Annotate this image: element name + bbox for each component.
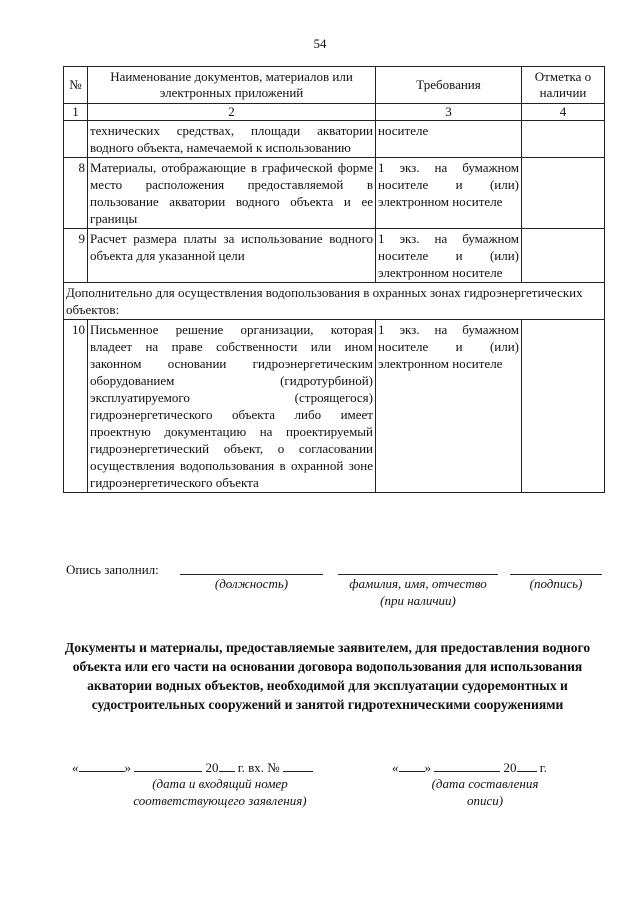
table-row xyxy=(64,158,605,229)
header-requirements: Требования xyxy=(376,67,522,104)
position-caption: (должность) xyxy=(214,576,289,591)
day-blank xyxy=(79,759,125,772)
year-blank xyxy=(517,759,537,772)
incoming-number-blank xyxy=(283,759,313,772)
column-number-row xyxy=(64,104,605,121)
compile-date-line xyxy=(392,759,547,776)
table-header-row xyxy=(64,67,605,104)
mark-cell xyxy=(522,121,605,158)
incoming-date-line xyxy=(72,759,313,776)
table-row xyxy=(64,229,605,283)
compile-date-caption: (дата составления xyxy=(431,776,539,791)
table-row xyxy=(64,320,605,493)
month-blank xyxy=(134,759,202,772)
signature-line xyxy=(510,574,602,575)
incoming-date-caption: (дата и входящий номер xyxy=(152,776,288,791)
section-heading: Документы и материалы, предоставляемые заявителем, для предоставления водного объекта или его части на основании договора водопользования для использования акватории водных объектов, необходимой для эксплуатации судоремонтных и судостроительных сооружений и занятой гидротехническими сооружениями xyxy=(64,640,591,712)
year-suffix: г. xyxy=(539,760,547,775)
signature-caption: (подпись) xyxy=(529,576,583,591)
open-quote: « xyxy=(72,760,79,775)
month-blank xyxy=(434,759,500,772)
document-name: Материалы, отображающие в графической форме место расположения предоставляемой в пользование акватории водного объекта и ее границы xyxy=(88,158,376,229)
row-number: 10 xyxy=(64,320,88,493)
year-prefix: 20 xyxy=(503,760,517,775)
mark-cell xyxy=(522,320,605,493)
filled-by-label: Опись заполнил: xyxy=(66,562,159,577)
requirements: носителе xyxy=(376,121,522,158)
column-number: 4 xyxy=(522,104,605,121)
column-number: 3 xyxy=(376,104,522,121)
row-number: 9 xyxy=(64,229,88,283)
header-name: Наименование документов, материалов или электронных приложений xyxy=(88,67,376,104)
requirements: 1 экз. на бумажном носителе и (или) электронном носителе xyxy=(376,158,522,229)
section-title: Дополнительно для осуществления водопользования в охранных зонах гидроэнергетических объектов: xyxy=(64,283,605,320)
column-number: 2 xyxy=(88,104,376,121)
incoming-number-label: г. вх. № xyxy=(237,760,280,775)
documents-table xyxy=(63,66,605,493)
requirements: 1 экз. на бумажном носителе и (или) электронном носителе xyxy=(376,229,522,283)
year-blank xyxy=(219,759,235,772)
close-quote: » xyxy=(424,760,431,775)
compile-date-caption-2: описи) xyxy=(466,793,504,808)
name-caption-note: (при наличии) xyxy=(380,593,456,608)
open-quote: « xyxy=(392,760,399,775)
close-quote: » xyxy=(124,760,131,775)
row-number xyxy=(64,121,88,158)
document-name: технических средствах, площади акватории водного объекта, намечаемой к использованию xyxy=(88,121,376,158)
document-name: Расчет размера платы за использование водного объекта для указанной цели xyxy=(88,229,376,283)
header-mark: Отметка о наличии xyxy=(522,67,605,104)
mark-cell xyxy=(522,229,605,283)
document-name: Письменное решение организации, которая владеет на праве собственности или ином законном основании гидроэнергетическим оборудованием (гидротурбиной) эксплуатируемого (строящегося) гидроэнергетического объекта либо имеет проектную документацию на проектируемый гидроэнергетический объект, о согласовании осуществления водопользования в охранной зоне гидроэнергетического объекта xyxy=(88,320,376,493)
name-line xyxy=(338,574,498,575)
page-number: 54 xyxy=(313,36,327,51)
column-number: 1 xyxy=(64,104,88,121)
year-prefix: 20 xyxy=(205,760,219,775)
position-line xyxy=(180,574,323,575)
incoming-date-caption-2: соответствующего заявления) xyxy=(133,793,307,808)
name-caption: фамилия, имя, отчество xyxy=(349,576,487,591)
row-number: 8 xyxy=(64,158,88,229)
requirements: 1 экз. на бумажном носителе и (или) электронном носителе xyxy=(376,320,522,493)
day-blank xyxy=(399,759,425,772)
section-row xyxy=(64,283,605,320)
table-row xyxy=(64,121,605,158)
mark-cell xyxy=(522,158,605,229)
header-num: № xyxy=(64,67,88,104)
